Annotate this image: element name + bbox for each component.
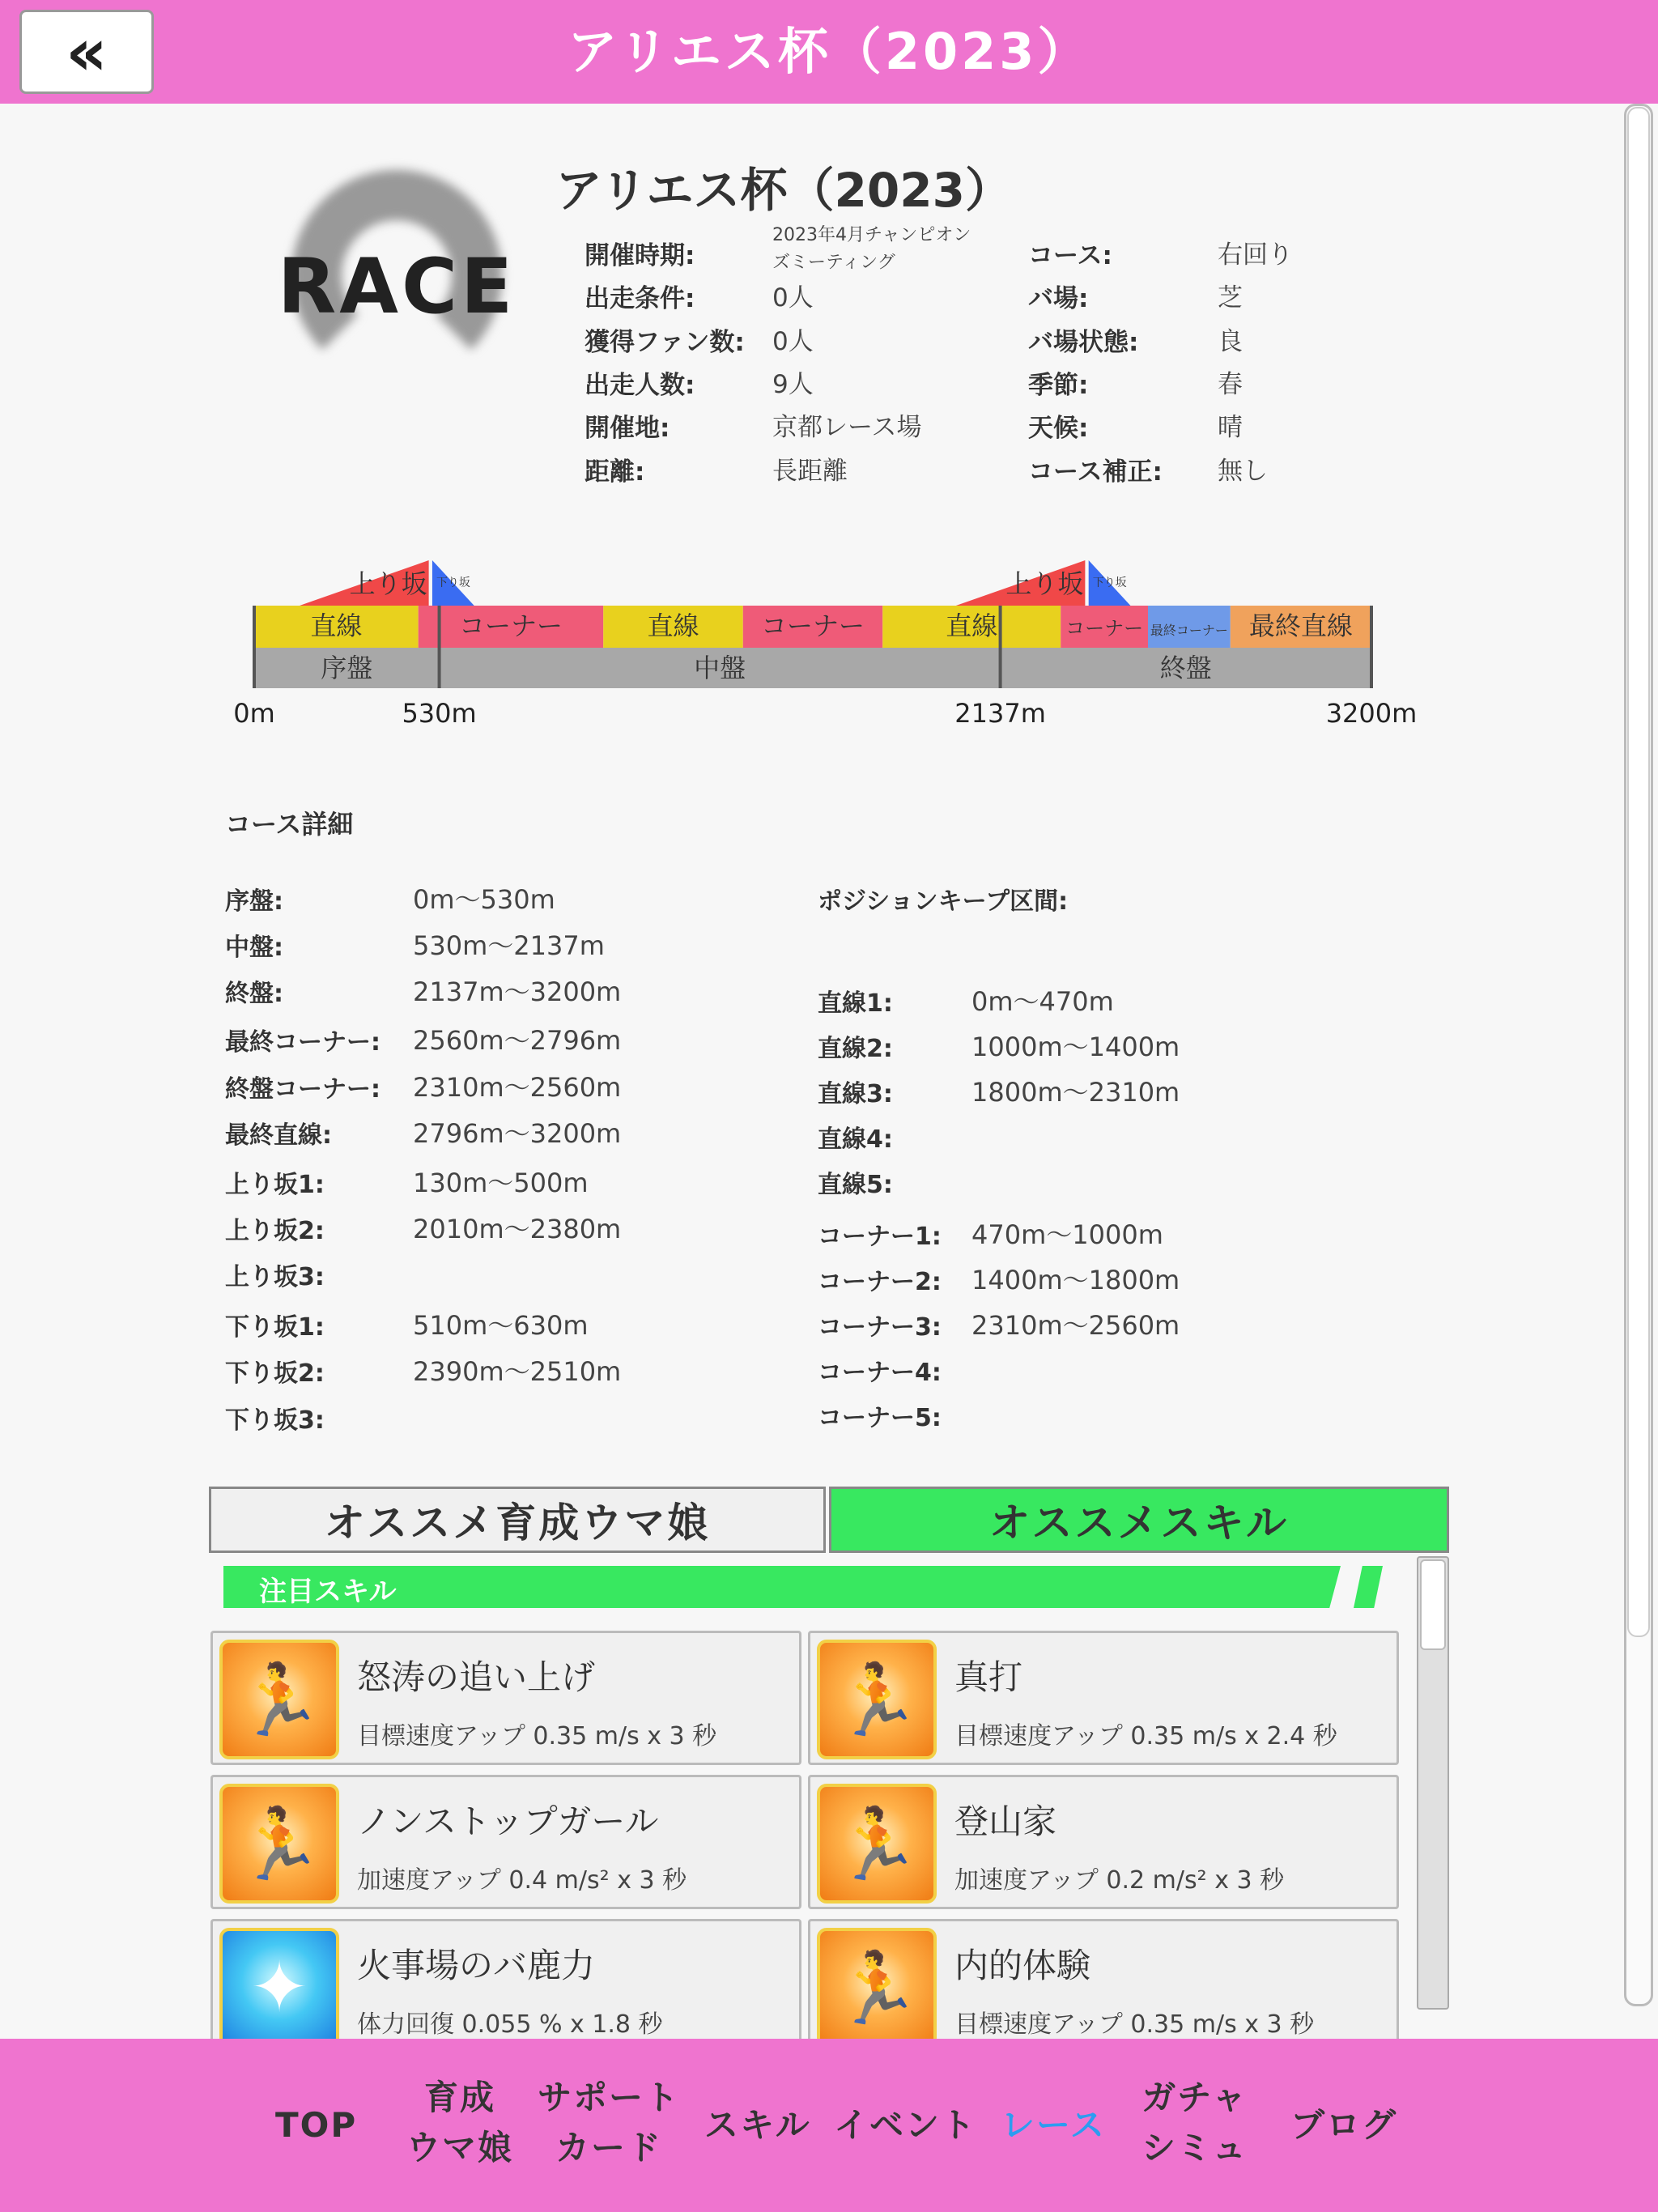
course-section-label: 直線 [310,610,363,641]
skill-name: 内的体験 [954,1946,1091,1985]
nav-race[interactable]: レース [1001,2105,1106,2145]
info-label: 天候: [1028,414,1089,443]
skill-description: 目標速度アップ 0.35 m/s x 3 秒 [357,1722,717,1750]
orange-runner-icon: 🏃 [817,1928,937,2048]
info-label: 獲得ファン数: [585,328,745,357]
banner-tail [1354,1566,1383,1608]
course-phase-label: 終盤 [1159,653,1212,683]
detail-value: 2560m〜2796m [413,1025,622,1056]
info-label: バ場: [1028,284,1089,313]
slope-label: 下り坂 [436,576,470,589]
info-label: 季節: [1028,371,1089,400]
info-label: 距離: [585,457,645,487]
detail-value: 2010m〜2380m [413,1214,622,1244]
course-section-label: 直線 [946,610,998,641]
detail-label: 終盤コーナー: [225,1075,380,1104]
course-section-label: コーナー [458,610,563,641]
detail-label: 上り坂1: [225,1171,325,1199]
detail-label: 最終コーナー: [225,1028,380,1057]
detail-value: 2796m〜3200m [413,1118,622,1149]
straight-label: 直線1: [818,989,893,1018]
skill-name: 真打 [954,1657,1023,1697]
skill-card[interactable] [210,1631,801,1765]
page-scrollbar-thumb[interactable] [1627,107,1650,1637]
skill-description: 加速度アップ 0.4 m/s² x 3 秒 [357,1866,687,1895]
detail-value: 2310m〜2560m [413,1072,622,1103]
info-value: 2023年4月チャンピオンズミーティング [772,225,971,273]
detail-label: 中盤: [225,934,283,962]
orange-runner-icon: 🏃 [219,1640,339,1759]
info-value: 9人 [772,370,814,399]
info-value: 0人 [772,327,814,356]
header-bar [0,0,1658,104]
tab-recommended-skills[interactable]: オススメスキル [829,1487,1449,1553]
banner-label: 注目スキル [259,1576,397,1608]
course-section-label: 最終コーナー [1150,623,1228,638]
nav-support-card[interactable]: サポート カード [538,2078,681,2167]
slope-label: 上り坂 [1005,568,1084,599]
info-value: 右回り [1218,240,1293,270]
slope-label: 上り坂 [349,568,427,599]
course-diagram-svg [0,551,1658,729]
detail-label: 下り坂2: [225,1359,325,1388]
corner-label: コーナー4: [818,1359,942,1387]
distance-mark: 530m [402,698,477,729]
info-value: 0人 [772,283,814,313]
info-value: 京都レース場 [772,413,922,442]
straight-value: 1800m〜2310m [971,1077,1180,1108]
corner-label: コーナー3: [818,1313,942,1342]
detail-value: 510m〜630m [413,1310,589,1341]
skill-name: 火事場のバ鹿力 [357,1946,596,1985]
course-section-label: コーナー [760,610,865,641]
orange-runner-icon: 🏃 [817,1784,937,1904]
info-label: コース補正: [1028,457,1163,487]
skill-card[interactable] [808,1631,1399,1765]
skill-list-scrollbar-thumb[interactable] [1420,1559,1446,1650]
info-label: バ場状態: [1028,328,1139,357]
orange-runner-icon: 🏃 [817,1640,937,1759]
straight-value: 1000m〜1400m [971,1032,1180,1062]
straight-value: 0m〜470m [971,986,1114,1017]
page-title: アリエス杯（2023） [567,22,1091,81]
info-value: 良 [1218,327,1243,356]
featured-skills-banner [223,1566,1383,1608]
detail-value: 2390m〜2510m [413,1356,622,1387]
orange-runner-icon: 🏃 [219,1784,339,1904]
detail-value: 0m〜530m [413,884,555,915]
course-section-label: 直線 [647,610,699,641]
detail-label: 序盤: [225,887,283,916]
race-title: アリエス杯（2023） [555,163,1012,218]
info-value: 長距離 [772,457,848,486]
course-diagram [0,551,1658,729]
info-label: 開催時期: [585,241,695,270]
straight-label: 直線2: [818,1035,893,1063]
detail-value: 130m〜500m [413,1168,589,1198]
skill-name: ノンストップガール [357,1802,659,1841]
straight-label: 直線4: [818,1125,893,1154]
detail-label: 終盤: [225,980,283,1008]
corner-label: コーナー5: [818,1404,942,1432]
race-icon [275,162,518,413]
race-icon-label: RACE [277,243,517,331]
skill-card[interactable] [210,1919,801,2053]
distance-mark: 2137m [954,698,1046,729]
nav-top[interactable]: TOP [275,2105,358,2145]
info-label: 開催地: [585,414,670,443]
corner-value: 2310m〜2560m [971,1310,1180,1341]
corner-value: 470m〜1000m [971,1219,1163,1250]
skill-description: 加速度アップ 0.2 m/s² x 3 秒 [954,1866,1285,1895]
skill-card[interactable] [808,1775,1399,1909]
detail-value: 2137m〜3200m [413,976,622,1007]
course-phase-label: 序盤 [321,653,373,683]
skill-card[interactable] [210,1775,801,1909]
info-value: 無し [1218,457,1268,486]
skill-description: 目標速度アップ 0.35 m/s x 2.4 秒 [954,1722,1337,1750]
nav-skill[interactable]: スキル [704,2105,811,2145]
nav-event[interactable]: イベント [834,2105,977,2145]
detail-label: 下り坂1: [225,1313,325,1342]
blue-sparkle-icon: ✦ [219,1928,339,2048]
nav-ikusei-uma[interactable]: 育成 ウマ娘 [406,2078,514,2167]
skill-description: 体力回復 0.055 % x 1.8 秒 [357,2010,663,2039]
info-value: 芝 [1218,283,1243,313]
distance-mark: 0m [233,698,275,729]
corner-label: コーナー1: [818,1223,942,1251]
straight-label: 直線5: [818,1171,893,1199]
skill-card[interactable] [808,1919,1399,2053]
straight-label: 直線3: [818,1080,893,1108]
skill-name: 登山家 [954,1802,1057,1841]
distance-mark: 3200m [1325,698,1418,729]
info-value: 春 [1218,370,1243,399]
corner-label: コーナー2: [818,1268,942,1296]
detail-label: 上り坂3: [225,1263,325,1291]
double-chevron-left-icon: « [66,14,108,90]
course-section-label: コーナー [1065,617,1144,640]
info-value: 晴 [1218,413,1243,442]
position-keep-label: ポジションキープ区間: [818,887,1069,916]
detail-label: 上り坂2: [225,1217,325,1245]
detail-label: 下り坂3: [225,1406,325,1435]
slope-label: 下り坂 [1092,576,1127,589]
nav-gacha-simu[interactable]: ガチャ シミュ [1141,2078,1248,2167]
detail-value: 530m〜2137m [413,930,605,961]
course-phase-label: 中盤 [694,653,746,683]
info-label: コース: [1028,241,1112,270]
tab-recommended-uma[interactable]: オススメ育成ウマ娘 [209,1487,826,1553]
bottom-nav [0,2039,1658,2212]
course-section-label: 最終直線 [1248,610,1353,641]
detail-label: 最終直線: [225,1121,332,1150]
corner-value: 1400m〜1800m [971,1265,1180,1295]
course-detail-title: コース詳細 [225,809,354,840]
nav-blog[interactable]: ブログ [1290,2105,1398,2145]
skill-description: 目標速度アップ 0.35 m/s x 3 秒 [954,2010,1315,2039]
info-label: 出走人数: [585,371,695,400]
info-label: 出走条件: [585,284,695,313]
skill-name: 怒涛の追い上げ [357,1657,596,1697]
